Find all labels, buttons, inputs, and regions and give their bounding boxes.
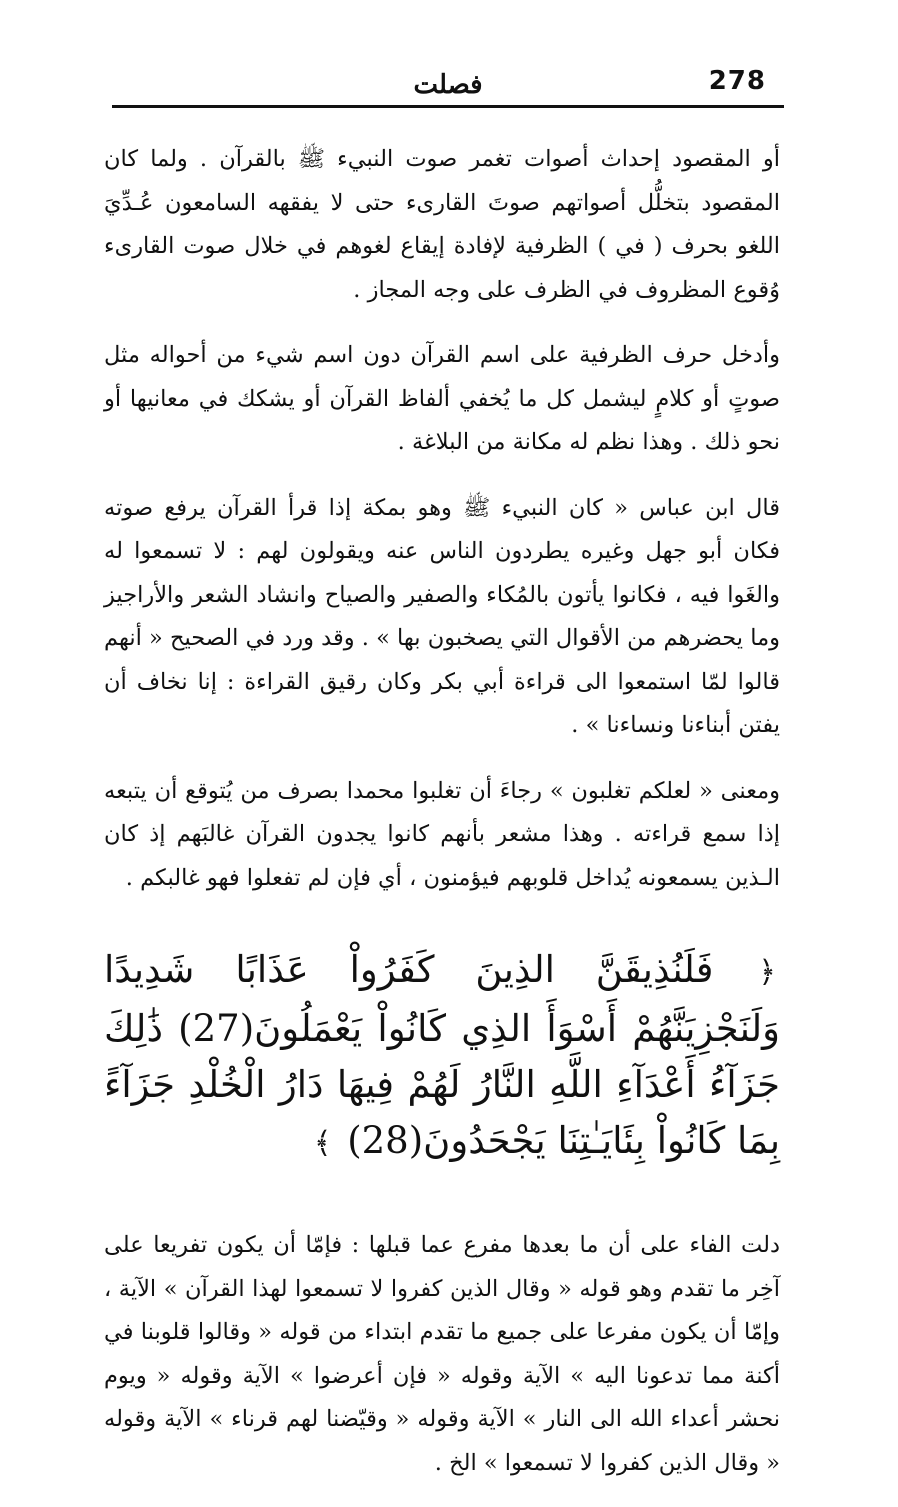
paragraph-4: ومعنى « لعلكم تغلبون » رجاءَ أن تغلبوا محمدا بصرف من يُتوقع أن يتبعه إذا سمع قراءته . وهذا مشعر بأنهم كانوا يجدون القرآن غالبَهم إذ كان الـذين يسمعونه يُداخل قلوبهم فيؤمنون ، أي فإن لم تفعلوا فهو غالبكم . [104,777,780,891]
body-text [104,138,780,1507]
paragraph-1: أو المقصود إحداث أصوات تغمر صوت النبيء ﷺ بالقرآن . ولما كان المقصود بتخلُّل أصواتهم صوتَ القارىء حتى لا يفقهه السامعون عُـدِّيَ اللغو بحرف ( في ) الظرفية لإفادة إيقاع لغوهم في خلال صوت القارىء وُقوع المظروف في الظرف على وجه المجاز . [104,146,780,303]
header-rule [112,105,784,108]
verse-close-bracket: ﴾ [313,1126,332,1161]
verse-text: فَلَنُذِيقَنَّ الذِينَ كَفَرُواْ عَذَابًا شَدِيدًا وَلَنَجْزِيَنَّهُمْ أَسْوَأَ الذِي كَانُواْ يَعْمَلُونَ(27) ذَٰلِكَ جَزَآءُ أَعْدَآءِ اللَّهِ النَّارُ لَهُمْ فِيهَا دَارُ الْخُلْدِ جَزَآءً بِمَا كَانُواْ بِئَايَـٰتِنَا يَجْحَدُونَ(28) [104,948,780,1162]
paragraph-2: وأدخل حرف الظرفية على اسم القرآن دون اسم شيء من أحواله مثل صوتٍ أو كلامٍ ليشمل كل ما يُخفي ألفاظ القرآن أو يشكك في معانيها أو نحو ذلك . وهذا نظم له مكانة من البلاغة . [104,342,780,455]
verse-open-bracket: ﴿ [758,955,776,990]
paragraph-5: دلت الفاء على أن ما بعدها مفرع عما قبلها : فإمّا أن يكون تفريعا على آخِر ما تقدم وهو قوله « وقال الذين كفروا لا تسمعوا لهذا القرآن » الآية ، وإمّا أن يكون مفرعا على جميع ما تقدم ابتداء من قوله « وقالوا قلوبنا في أكنة مما تدعونا اليه » الآية وقوله « فإن أعرضوا » الآية وقوله « ويوم نحشر أعداء الله الى النار » الآية وقوله « وقيّضنا لهم قرناء » الآية وقوله « وقال الذين كفروا لا تسمعوا » الخ . [104,1232,780,1476]
page-number: 278 [708,66,766,96]
running-title: فصلت [413,70,483,100]
paragraph-3: قال ابن عباس « كان النبيء ﷺ وهو بمكة إذا قرأ القرآن يرفع صوته فكان أبو جهل وغيره يطردون الناس عنه ويقولون لهم : لا تسمعوا له والغَوا فيه ، فكانوا يأتون بالمُكاء والصفير والصياح وانشاد الشعر والأراجيز وما يحضرهم من الأقوال التي يصخبون بها » . وقد ورد في الصحيح « أنهم قالوا لمّا استمعوا الى قراءة أبي بكر وكان رقيق القراءة : إنا نخاف أن يفتن أبناءنا ونساءنا » . [104,494,780,738]
quran-verse [104,942,780,1172]
page-header [112,62,784,108]
